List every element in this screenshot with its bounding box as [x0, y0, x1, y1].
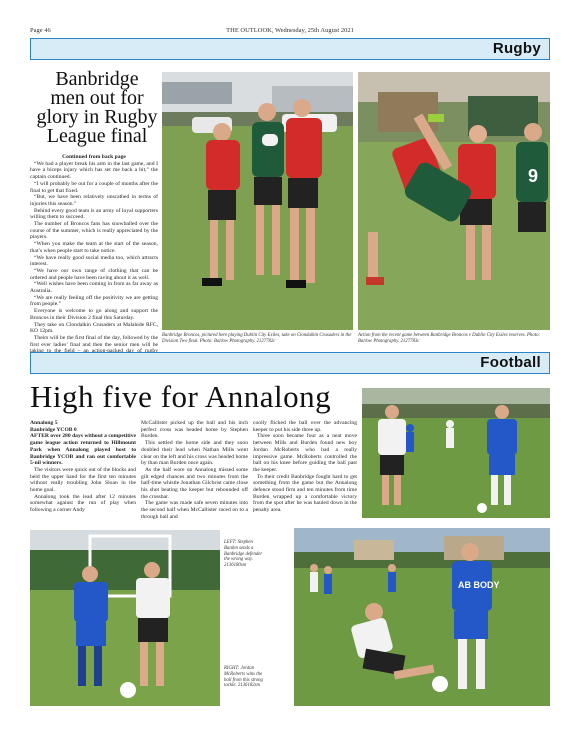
football-section-band — [30, 352, 550, 374]
paragraph: Theirs will be the first final of the day, followed by the first ever ladies’ final and then the senior men will be — [30, 334, 158, 348]
paragraph: “I will probably be out for a couple of months after the final to get that fixed. — [30, 180, 158, 194]
paragraph: As the half wore on Annalong missed some gilt edged chances and two minutes from the half-time whistle Jonathan Gilchrist came close his shot beating the keeper but rebounded off the crossbar. — [141, 466, 248, 500]
football-caption-left: LEFT: Stephen Burden sends a Banbridge defender the wrong way. 2136180sm — [224, 540, 263, 569]
football-photo-top — [362, 388, 550, 518]
football-photo-left — [30, 530, 220, 706]
football-headline: High five for Annalong — [30, 379, 332, 414]
paragraph: “We have our own range of clothing that can be ordered and people have been raving about it as well. — [30, 267, 158, 281]
paragraph: “Well wishes have been coming in from as far away as Australia. — [30, 281, 158, 295]
paragraph: They take on Clondalkin Crusaders at Malahide RFC, KO 12pm. — [30, 321, 158, 335]
score-line-away: Banbridge YCOB 0 — [30, 426, 77, 433]
paragraph: The number of Broncos fans has snowballed over the course of the summer, which is really appreciated by the players. — [30, 221, 158, 241]
publication-line: THE OUTLOOK, Wednesday, 25th August 2021 — [226, 27, 354, 34]
rugby-subhead: Continued from back page — [62, 154, 126, 160]
paragraph: The visitors were quick out of the blocks and held the upper hand for the first ten minutes without really troubling John Sloan in the home goal. — [30, 466, 136, 494]
paragraph: “We have really good social media too, which attracts interest. — [30, 254, 158, 268]
rugby-caption-left: Banbridge Broncos, pictured here playing Dublin City Exiles, take on Clondalkin Crusaders in the Division Two final. Photo: Barlow Photography. 2127782c — [162, 333, 352, 344]
football-column-1 — [30, 420, 136, 526]
football-section-label: Football — [480, 354, 541, 371]
paragraph: This settled the home side and they soon doubled their lead when Nathan Mills went clear on the left and his cross was headed home by than man Burden once again. — [141, 440, 248, 467]
paragraph: “We are really feeling off the positivity we are getting from people.” — [30, 294, 158, 308]
rugby-shirt-number: 9 — [528, 166, 539, 186]
rugby-article-body — [30, 154, 158, 359]
rugby-headline: Banbridge men out for glory in Rugby League final — [36, 68, 158, 147]
paragraph: The game was made safe seven minutes into the second half when McCallister raced on to a through ball and — [141, 500, 248, 520]
score-line-home: Annalong 5 — [30, 420, 58, 426]
paragraph: coolly flicked the ball over the advancing keeper to put his side three up. — [253, 420, 357, 433]
football-caption-right: RIGHT: Jordan McRoberts wins the ball from this strong tackle. 2136182sm — [224, 666, 263, 689]
football-lead-paragraph: AFTER over 280 days without a competitive game league action returned to Hillmount Park when Annalong played host to Banbridge YCOB and ran out comfortable 5-nil winners. — [30, 433, 136, 467]
paragraph: “We had a player break his arm in the last game, and I have a biceps injury which has set me back a bit,” the captain continued. — [30, 160, 158, 181]
football-column-3 — [253, 420, 357, 526]
paragraph: Everyone is welcome to go along and support the Broncos in their Division 2 final this Saturday. — [30, 308, 158, 321]
rugby-photo-tackle — [162, 72, 353, 330]
shirt-sponsor-text: AB BODY — [458, 580, 500, 590]
paragraph: To their credit Banbridge fought hard to get something from the game but the Annalong defence stood firm and ten minutes from time Burden wrapped up a comfortable victory from the spot after he was hauled down in the penalty area. — [253, 473, 357, 514]
paragraph: Behind every good team is an army of loyal supporters willing them to succeed. — [30, 207, 158, 221]
football-column-2 — [141, 420, 248, 526]
paragraph: “When you make the team at the start of the season, that’s when people start to take notice. — [30, 241, 158, 254]
paragraph: McCallister picked up the ball and his inch perfect cross was headed home by Stephen Burden. — [141, 420, 248, 440]
paragraph: “But, we have been relatively unscathed in terms of injuries this season.” — [30, 194, 158, 207]
rugby-section-band — [30, 38, 550, 60]
rugby-section-label: Rugby — [492, 40, 541, 57]
paragraph: Three soon became four as a neat move between Mills and Burden found new boy Jordan McRoberts who had a really impressive game. McRoberts controlled the ball on his knee before guiding the ball past the keeper. — [253, 433, 357, 473]
football-photo-right — [294, 528, 550, 706]
rugby-caption-right: Action from the recent game between Banbridge Broncos v Dublin City Exiles reserves. Photo: Barlow Photography. 2127783c — [358, 333, 541, 344]
page-number: Page 46 — [30, 27, 51, 34]
rugby-photo-action — [358, 72, 550, 330]
paragraph: Annalong took the lead after 12 minutes somewhat against the run of play when following a corner Andy — [30, 493, 136, 514]
